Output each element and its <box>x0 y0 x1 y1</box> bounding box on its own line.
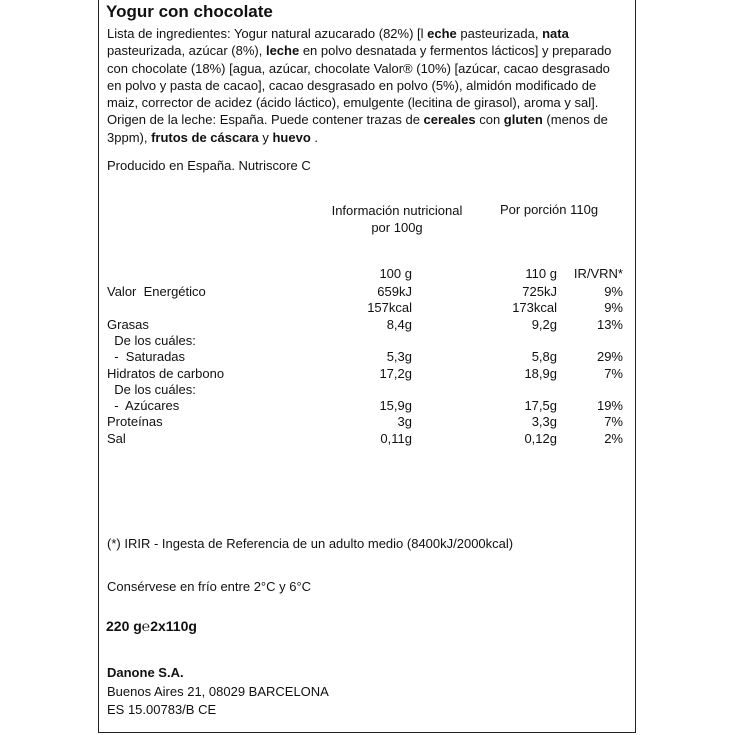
nutrient-value-110g: 173kcal <box>512 300 557 315</box>
nutrient-value-110g: 3,3g <box>531 414 557 429</box>
nutrient-value-ir: 29% <box>596 349 623 364</box>
company-name: Danone S.A. <box>107 665 184 680</box>
nutrient-value-ir: 13% <box>596 317 623 332</box>
product-title: Yogur con chocolate <box>106 2 273 21</box>
nutrient-value-110g: 0,12g <box>524 431 557 446</box>
nutrient-value-ir: 2% <box>604 431 623 446</box>
col-header-110g: 110 g <box>525 266 557 281</box>
registry-number: ES 15.00783/B CE <box>107 702 217 717</box>
ingredients-list <box>107 25 627 146</box>
nutrient-value-110g: 725kJ <box>522 284 557 299</box>
ingredient-text: pasteurizada, <box>456 26 543 41</box>
nutrient-label: - Azúcares <box>107 398 180 413</box>
nutrition-header-per100 <box>322 202 472 236</box>
nutrient-value-100g: 157kcal <box>367 300 412 315</box>
ir-footnote: (*) IRIR - Ingesta de Referencia de un adulto medio (8400kJ/2000kcal) <box>107 536 514 551</box>
ingredient-text: en polvo desnatada y fermentos lácticos] y preparado con chocolate (18%) [agua, azúcar, chocolate Valor® (10%) [azúcar, cacao desgrasado en polvo y pasta de cacao], cacao desgrasado en polvo (5%), almidón modificado de maiz, corrector de acidez (ácido láctico), emulgente (lecitina de girasol), aroma y sal]. Origen de la leche: España. Puede contener trazas de <box>107 43 612 128</box>
allergen-text: leche <box>265 43 300 59</box>
nutrient-value-100g: 15,9g <box>379 398 412 413</box>
nutrient-label: Proteínas <box>107 414 163 429</box>
storage-text: Consérvese en frío entre 2°C y 6°C <box>107 579 312 594</box>
nutrition-header-portion: Por porción 110g <box>500 202 599 217</box>
nutrient-label: De los cuáles: <box>107 333 196 348</box>
col-header-ir: IR/VRN* <box>573 266 623 281</box>
ingredient-text: . <box>310 129 319 145</box>
nutrient-label: - Saturadas <box>107 349 186 364</box>
nutrient-value-110g: 18,9g <box>524 366 557 381</box>
ingredient-text: (menos de 3ppm), <box>107 112 608 145</box>
nutrient-value-100g: 659kJ <box>377 284 412 299</box>
nutrient-value-110g: 5,8g <box>531 349 557 364</box>
nutrient-value-100g: 0,11g <box>380 431 412 446</box>
allergen-text: eche <box>427 26 457 41</box>
nutrient-label: De los cuáles: <box>107 382 196 397</box>
allergen-text: gluten <box>503 112 543 128</box>
nutrient-label: Grasas <box>107 317 149 332</box>
header-per100-line2: por 100g <box>371 220 423 235</box>
nutrient-label: Sal <box>107 431 126 446</box>
nutrient-value-ir: 9% <box>604 284 623 299</box>
origin-text: Producido en España. Nutriscore C <box>107 158 311 173</box>
nutrient-value-ir: 7% <box>604 366 623 381</box>
col-header-100g: 100 g <box>379 266 412 281</box>
nutrient-value-ir: 19% <box>596 398 623 413</box>
allergen-text: cereales <box>423 112 476 128</box>
nutrient-value-100g: 8,4g <box>386 317 412 332</box>
nutrient-label: Hidratos de carbono <box>107 366 225 381</box>
nutrient-value-100g: 5,3g <box>386 349 412 364</box>
net-weight: 220 g℮2x110g <box>106 618 197 634</box>
allergen-text: frutos de cáscara <box>151 129 259 145</box>
allergen-text: huevo <box>272 129 311 145</box>
nutrient-value-100g: 3g <box>397 414 412 429</box>
nutrient-value-110g: 17,5g <box>524 398 557 413</box>
nutrient-label: Valor Energético <box>107 284 206 299</box>
nutrient-value-110g: 9,2g <box>531 317 557 332</box>
header-per100-line1: Información nutricional <box>331 203 463 218</box>
allergen-text: nata <box>542 26 569 41</box>
company-address: Buenos Aires 21, 08029 BARCELONA <box>107 684 329 699</box>
ingredient-text: Lista de ingredientes: Yogur natural azucarado (82%) [l <box>107 26 428 41</box>
ingredient-text: y <box>258 129 273 145</box>
nutrient-value-100g: 17,2g <box>379 366 412 381</box>
ingredient-text: pasteurizada, azúcar (8%), <box>107 43 266 59</box>
ingredient-text: con <box>475 112 504 128</box>
nutrient-value-ir: 9% <box>604 300 623 315</box>
nutrient-value-ir: 7% <box>604 414 623 429</box>
